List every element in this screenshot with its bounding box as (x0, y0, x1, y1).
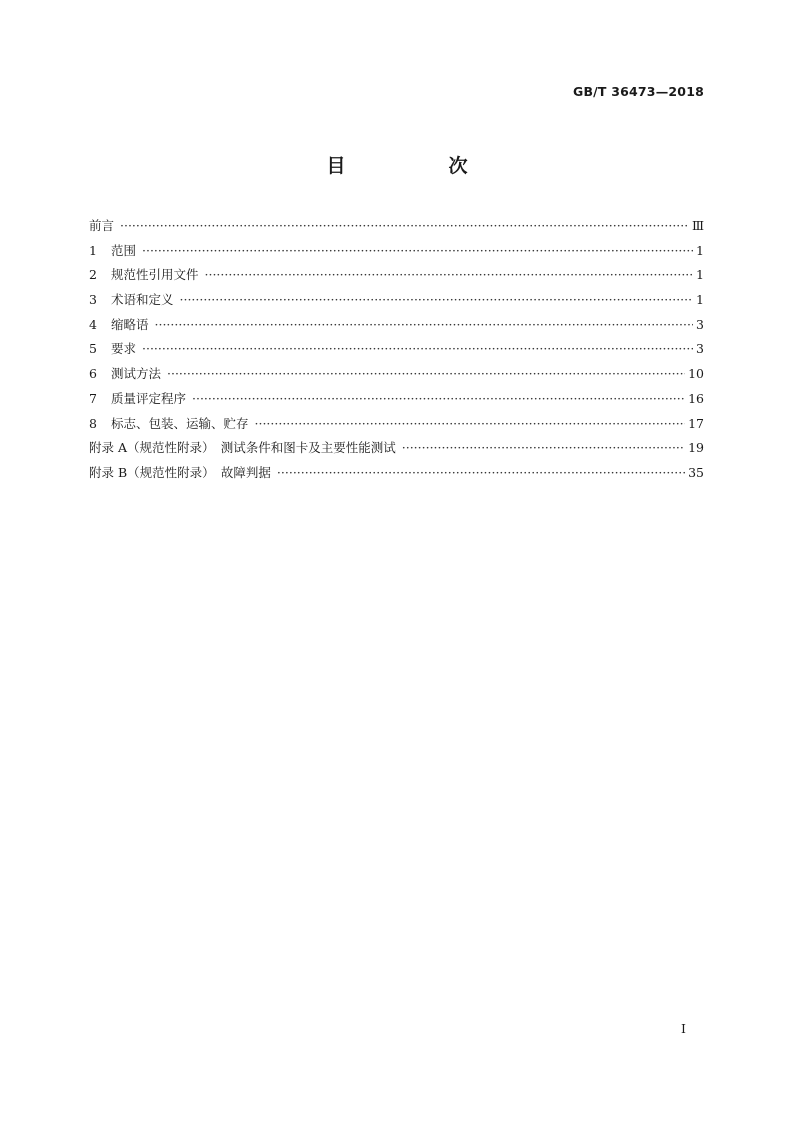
toc-label: 术语和定义 (111, 292, 174, 308)
toc-entry[interactable] (89, 263, 704, 288)
toc-section-number: 4 (89, 316, 97, 332)
toc-page-number: 10 (688, 366, 704, 382)
toc-page-number: 3 (696, 341, 704, 357)
toc-label: 前言 (89, 218, 115, 233)
toc-dot-leader (180, 288, 694, 313)
toc-section-number: 6 (89, 366, 97, 382)
toc-dot-leader (155, 313, 694, 338)
toc-page-number: 3 (696, 316, 704, 332)
toc-dot-leader (277, 461, 685, 486)
toc-section-number: 2 (89, 267, 97, 283)
table-of-contents (89, 214, 704, 486)
toc-section-number: 3 (89, 292, 97, 308)
toc-page-number: 1 (696, 292, 704, 308)
toc-page-number: Ⅲ (691, 218, 704, 233)
toc-label: 范围 (111, 242, 137, 258)
toc-label: 缩略语 (111, 316, 149, 332)
toc-dot-leader (120, 214, 689, 239)
toc-entry[interactable] (89, 313, 704, 338)
toc-label: 附录 A（规范性附录） 测试条件和图卡及主要性能测试 (89, 440, 396, 456)
toc-dot-leader (142, 337, 693, 362)
toc-entry[interactable] (89, 239, 704, 264)
toc-entry[interactable] (89, 461, 704, 486)
toc-label: 规范性引用文件 (111, 267, 199, 283)
toc-page-number: 17 (688, 415, 704, 431)
toc-entry[interactable] (89, 387, 704, 412)
toc-page-number: 19 (688, 440, 704, 456)
toc-entry[interactable] (89, 288, 704, 313)
page-title: 目 次 (326, 155, 510, 177)
toc-dot-leader (255, 412, 686, 437)
toc-page-number: 35 (688, 464, 704, 480)
toc-dot-leader (192, 387, 685, 412)
toc-dot-leader (167, 362, 685, 387)
toc-entry[interactable] (89, 436, 704, 461)
toc-page-number: 16 (688, 390, 704, 406)
toc-label: 标志、包装、运输、贮存 (111, 415, 249, 431)
toc-page-number: 1 (696, 267, 704, 283)
toc-entry[interactable] (89, 362, 704, 387)
standard-code: GB/T 36473—2018 (572, 84, 704, 99)
toc-dot-leader (142, 239, 693, 264)
toc-label: 附录 B（规范性附录） 故障判据 (89, 464, 271, 480)
toc-label: 质量评定程序 (111, 390, 187, 406)
toc-section-number: 8 (89, 415, 97, 431)
toc-dot-leader (205, 263, 694, 288)
page-number: Ⅰ (681, 1021, 686, 1036)
toc-section-number: 7 (89, 390, 97, 406)
toc-entry[interactable] (89, 214, 704, 239)
toc-entry[interactable] (89, 337, 704, 362)
toc-dot-leader (402, 436, 685, 461)
toc-entry[interactable] (89, 412, 704, 437)
toc-page-number: 1 (696, 242, 704, 258)
toc-section-number: 5 (89, 341, 97, 357)
toc-label: 要求 (111, 341, 137, 357)
toc-section-number: 1 (89, 242, 97, 258)
toc-label: 测试方法 (111, 366, 162, 382)
